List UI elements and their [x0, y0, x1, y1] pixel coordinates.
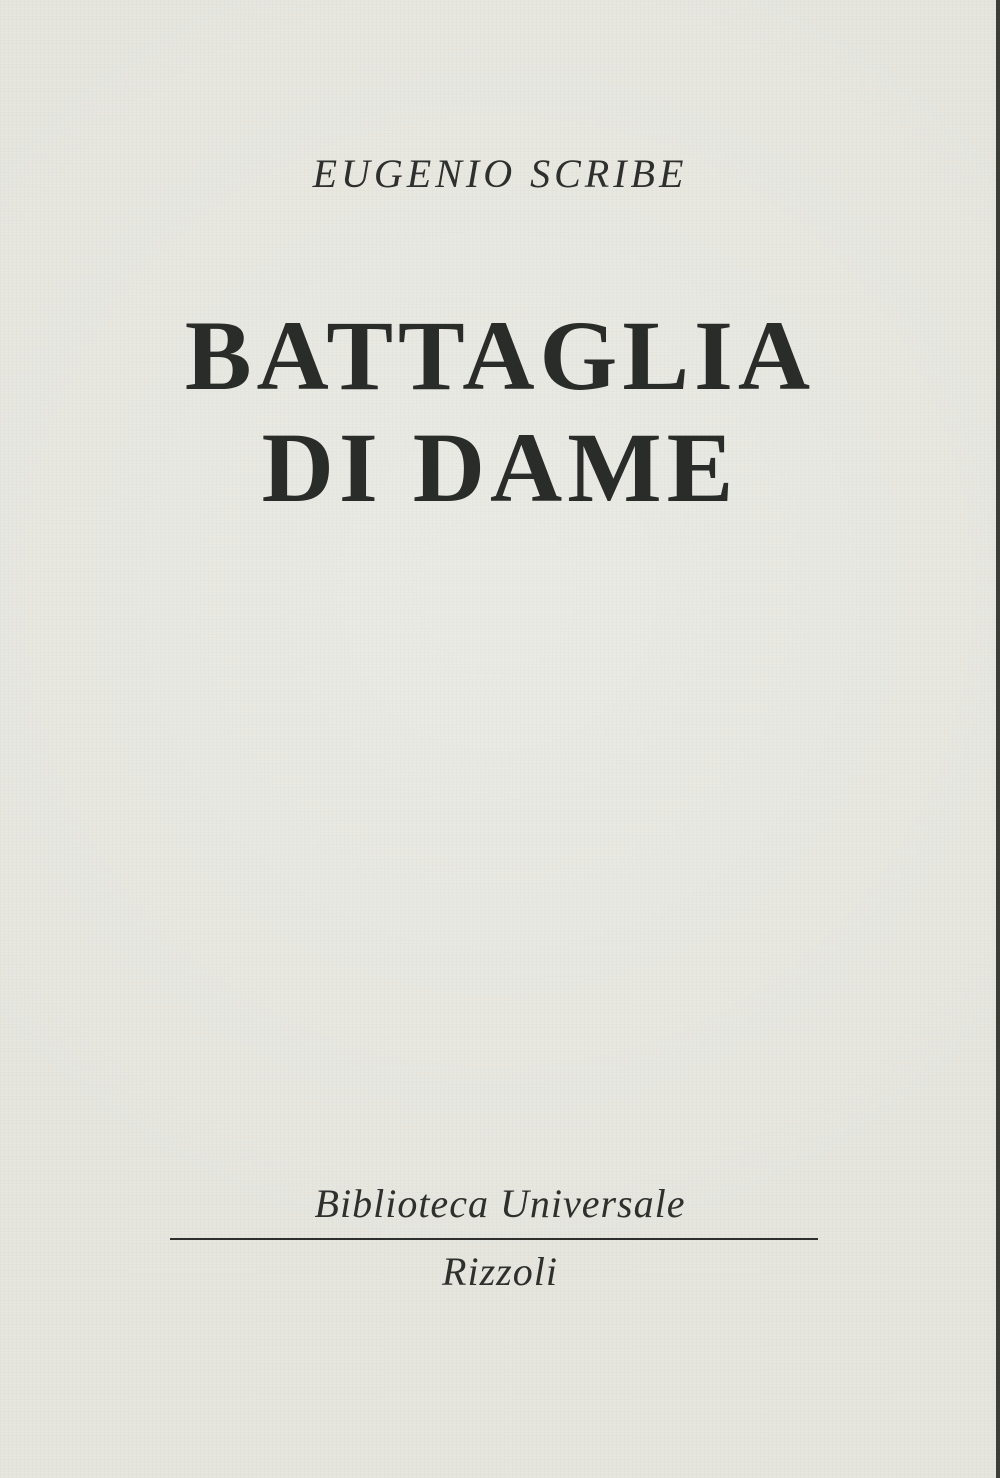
divider-rule — [170, 1238, 818, 1240]
title-line-1: BATTAGLIA — [184, 300, 816, 411]
series-name: Biblioteca Universale — [314, 1181, 686, 1226]
author-name: EUGENIO SCRIBE — [312, 151, 688, 196]
title-line-2: DI DAME — [261, 412, 739, 523]
book-title — [0, 300, 1000, 524]
publisher-name: Rizzoli — [442, 1249, 558, 1294]
